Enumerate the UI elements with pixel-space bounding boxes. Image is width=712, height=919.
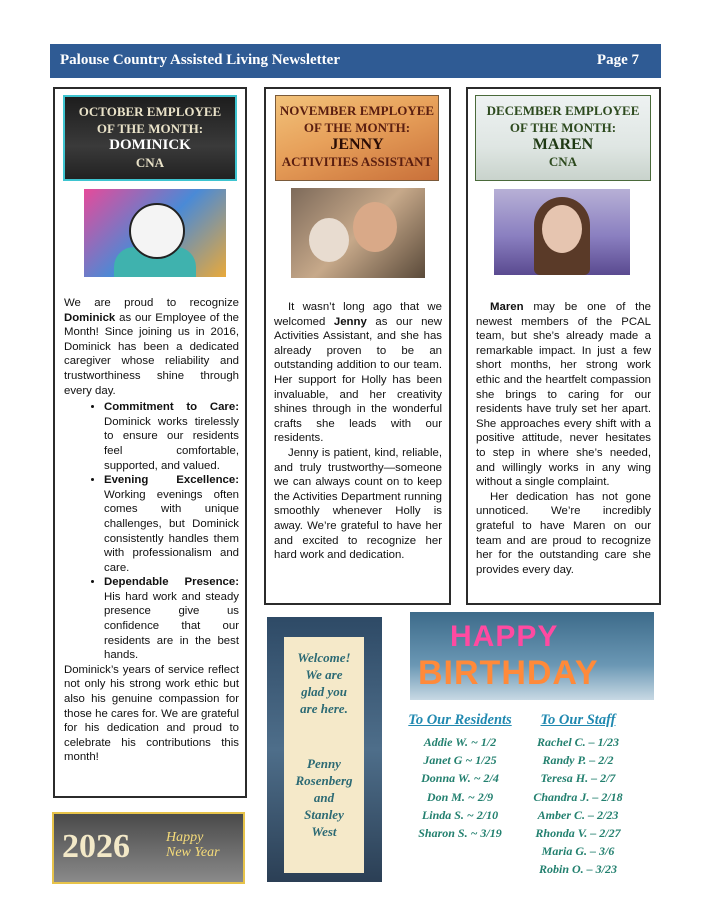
list-item: Addie W. ~ 1/2 [423,735,497,749]
page-number: Page 7 [596,52,639,68]
november-banner [275,95,439,181]
october-closing: Dominick’s years of service reflect not only his strong work ethic but also his genuine compassion for those he cares for. We are grateful for his dedication and proud to celebrate his contributions this month! [64,663,239,764]
bullet-title: Evening Excellence: [104,474,239,487]
october-banner [63,95,237,181]
resident-face [309,218,349,262]
banner-line: OF THE MONTH: [96,121,204,136]
welcome-message [284,637,364,717]
maren-photo [494,189,630,275]
employee-name: DOMINICK [109,137,191,153]
welcome-graphic [267,617,382,882]
list-item: Rhonda V. – 2/27 [535,826,621,841]
list-item [104,575,239,663]
new-year-graphic [52,812,245,884]
employee-role: CNA [135,155,165,170]
employee-role: CNA [548,154,578,169]
newsletter-header [50,44,661,78]
bullet-title: Commitment to Care: [104,401,239,414]
list-item: Linda S. ~ 2/10 [421,807,499,822]
list-item [104,400,239,473]
staff-birthdays [528,712,628,879]
greeting-line: New Year [166,845,220,860]
banner-line: OF THE MONTH: [303,120,411,135]
october-text [64,296,239,765]
welcome-name: and [313,790,335,805]
welcome-name: Rosenberg [295,773,353,788]
list-item: Rachel C. – 1/23 [536,735,619,749]
welcome-name: West [311,824,337,839]
greeting-line: Happy [166,830,204,845]
list-item: Donna W. ~ 2/4 [421,771,499,786]
birthday-line: HAPPY [450,620,559,653]
welcome-line: are here. [300,701,348,716]
text: It wasn’t long ago that we welcomed [274,301,442,328]
jenny-face [353,202,397,252]
list-item: Teresa H. – 2/7 [540,771,616,786]
maren-face [542,205,582,253]
december-paragraph [476,300,651,490]
list-item: Don M. ~ 2/9 [426,789,494,804]
list-item: Chandra J. – 2/18 [533,789,623,804]
list-item: Maria G. – 3/6 [541,844,615,859]
jenny-photo [291,188,425,278]
november-text [274,300,442,563]
welcome-line: We are [305,667,343,682]
november-closing: Jenny is patient, kind, reliable, and truly trustworthy—someone we can always count on to keep the Activities Department running smoothly whenever Holly is away. We’re grateful to have her and excited to recognize her hard work and dedication. [274,446,442,562]
welcome-name: Penny [307,756,341,771]
october-paragraph [64,296,239,398]
list-item [104,473,239,575]
employee-role: ACTIVITIES ASSISTANT [281,154,433,169]
october-bullet-list [64,400,239,663]
bold-name: Maren [490,301,524,313]
december-banner [475,95,651,181]
banner-line: OF THE MONTH: [509,120,617,135]
banner-line: OCTOBER EMPLOYEE [78,104,222,119]
list-item: Randy P. – 2/2 [542,753,614,768]
welcome-line: Welcome! [297,650,351,665]
birthday-graphic [410,612,654,700]
employee-name: JENNY [330,136,384,153]
text: as our Employee of the Month! Since joining us in 2016, Dominick has been a dedicated caregiver whose reliability and trustworthiness shine through every day. [64,311,239,397]
welcome-name: Stanley [304,807,344,822]
residents-header: To Our Residents [408,712,512,728]
text: as our new Activities Assistant, and she has already proven to be an outstanding addition to our team. Her support for Holly has been invaluable, and her creativity shines through in the wonderful crafts she leads with our residents. [274,315,442,445]
list-item: Amber C. – 2/23 [537,807,619,822]
welcome-line: glad you [301,684,347,699]
banner-line: NOVEMBER EMPLOYEE [279,103,435,118]
december-closing: Her dedication has not gone unnoticed. We’re incredibly grateful to have Maren on our team and are proud to recognize her for the outstanding care she provides every day. [476,490,651,576]
panda-face [129,203,185,259]
november-paragraph [274,300,442,446]
new-year-year: 2026 [62,828,130,865]
bold-name: Dominick [64,311,116,324]
dominick-photo [84,189,226,277]
residents-birthdays [402,712,518,842]
december-text [476,300,651,577]
banner-line: DECEMBER EMPLOYEE [486,103,640,118]
bullet-text: His hard work and steady presence give us confidence that our residents are in the best hands. [104,590,239,662]
bold-name: Jenny [333,315,367,328]
bullet-text: Dominick works tirelessly to ensure our residents feel comfortable, supported, and valued. [104,415,239,472]
employee-name: MAREN [532,136,594,153]
birthday-line: BIRTHDAY [418,654,599,692]
list-item: Robin O. – 3/23 [538,862,617,877]
bullet-text: Working evenings often comes with unique challenges, but Dominick consistently handles them with professionalism and care. [104,488,239,574]
list-item: Janet G ~ 1/25 [423,753,497,768]
text: may be one of the newest members of the PCAL team, but she’s already made a remarkable impact. In just a few short months, her strong work ethic and the heartfelt compassion she brings to caring for our residents have truly set her apart. She approaches every shift with a positive attitude, never hesitates to step in where she’s needed, and willingly works in any wing without a single complaint. [476,301,651,489]
staff-header: To Our Staff [540,712,616,728]
welcome-card [284,637,364,873]
text: We are proud to recognize [64,297,239,309]
list-item: Sharon S. ~ 3/19 [418,826,502,841]
new-year-greeting [166,830,220,860]
bullet-title: Dependable Presence: [104,576,239,589]
newsletter-title: Palouse Country Assisted Living Newsletter [60,52,340,68]
welcome-names [284,717,364,840]
